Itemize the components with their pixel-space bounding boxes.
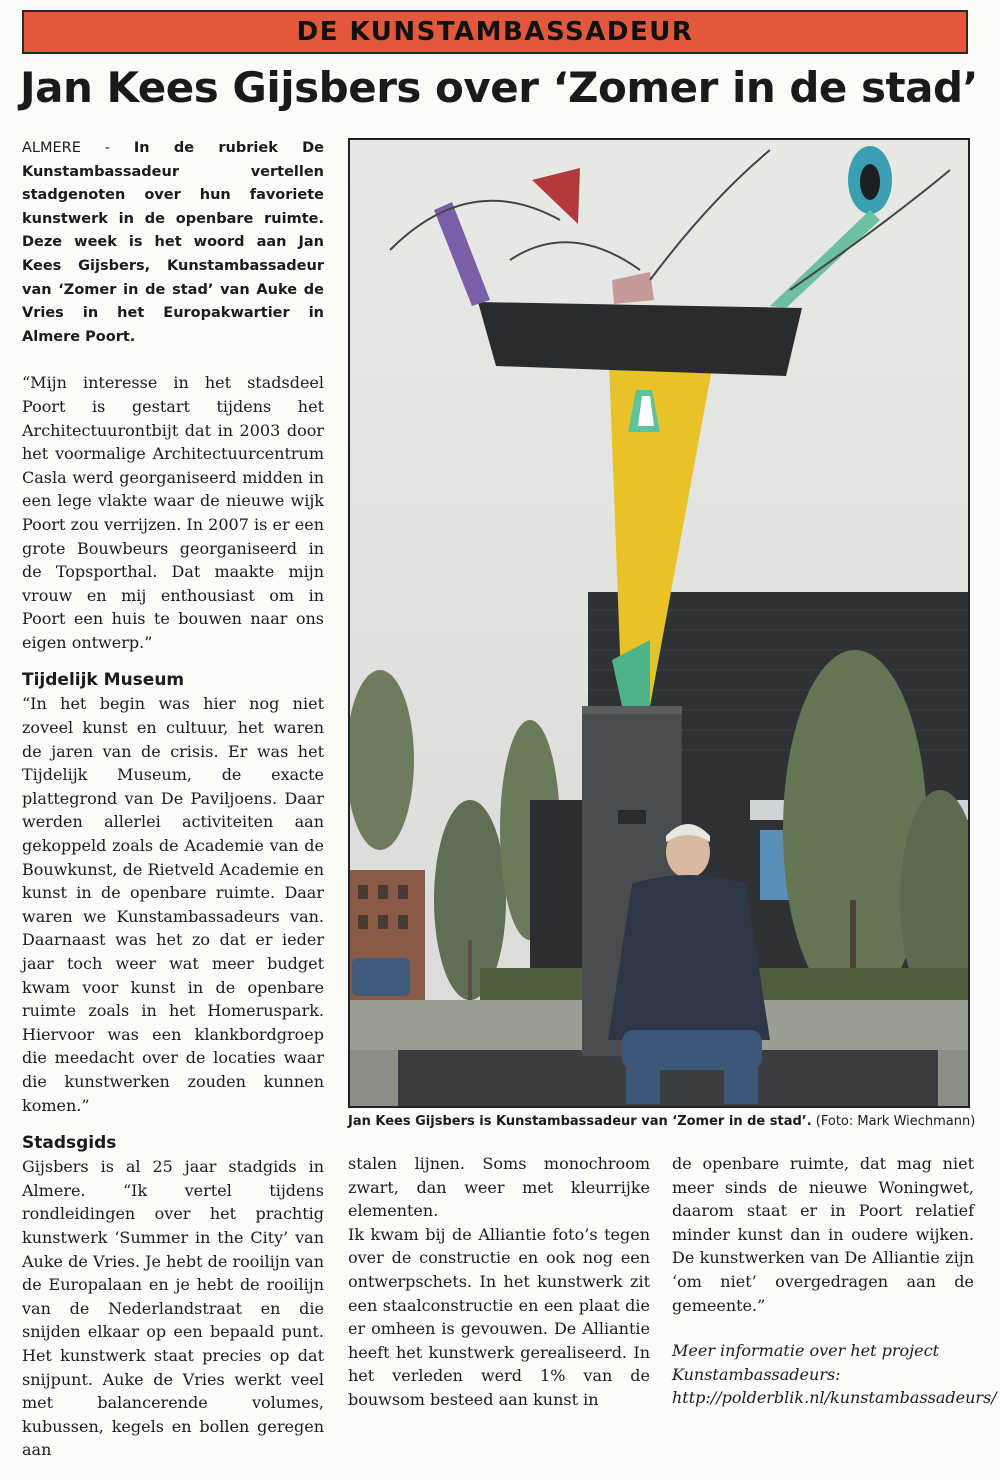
paragraph-3: Gijsbers is al 25 jaar stadgids in Almere. “Ik vertel tijdens rondleidingen over het prachtig kunstwerk ‘Summer in the City’ van Auke de Vries. Je hebt de rooilijn van de Europalaan en je hebt de rooilijn van de Nederlandstraat en die snijden elkaar op een bepaald punt. Het kunstwerk staat precies op dat snijpunt. Auke de Vries werkt veel met balancerende volumes, kubussen, kegels en bollen geregen aan	[22, 1157, 324, 1460]
section-banner-label: DE KUNSTAMBASSADEUR	[296, 17, 694, 47]
article-column-1	[22, 137, 324, 1462]
article-lead	[22, 137, 324, 349]
subheading-tijdelijk-museum: Tijdelijk Museum	[22, 670, 185, 691]
paragraph-6: de openbare ruimte, dat mag niet meer sinds de nieuwe Woningwet, daarom staat er in Poort relatief minder kunst dan in oudere wijken. De kunstwerken van De Alliantie zijn ‘om niet’ overgedragen aan de gemeente.”	[672, 1154, 974, 1315]
lead-text: In de rubriek De Kunstambassadeur vertellen stadgenoten over hun favoriete kunstwerk in de openbare ruimte. Deze week is het woord aan Jan Kees Gijsbers, Kunstambassadeur van ‘Zomer in de stad’ van Auke de Vries in het Europakwartier in Almere Poort.	[22, 140, 324, 345]
subheading-stadsgids: Stadsgids	[22, 1133, 117, 1154]
paragraph-2: “In het begin was hier nog niet zoveel kunst en cultuur, het waren de jaren van de crisis. Er was het Tijdelijk Museum, de exacte plattegrond van De Paviljoens. Daar werden allerlei activiteiten aan gekoppeld zoals de Academie van de Bouwkunst, de Rietveld Academie en kunst in de openbare ruimte. Daar waren we Kunstambassadeurs van. Daarnaast was het zo dat er ieder jaar toch weer wat meer budget kwam voor kunst in de openbare ruimte zoals in het Homeruspark. Hiervoor was een klankbordgroep die meedacht over de locaties waar die kunstwerken zouden kunnen komen.”	[22, 694, 324, 1115]
photo-caption	[348, 1112, 976, 1132]
caption-text: Jan Kees Gijsbers is Kunstambassadeur van ‘Zomer in de stad’.	[348, 1114, 812, 1129]
paragraph-1: “Mijn interesse in het stadsdeel Poort is gestart tijdens het Architectuurontbijt dat in 2003 door het voormalige Architectuurcentrum Casla werd georganiseerd midden in een lege vlakte waar de nieuwe wijk Poort zou verrijzen. In 2007 is er een grote Bouwbeurs georganiseerd in de Topsporthal. Dat maakte mijn vrouw en mij enthousiast om in Poort een huis te bouwen naar ons eigen ontwerp.”	[22, 373, 324, 652]
article-headline: Jan Kees Gijsbers over ‘Zomer in de stad’	[20, 63, 978, 112]
article-column-3	[672, 1152, 997, 1410]
dateline: ALMERE -	[22, 140, 134, 156]
sculpture-photo-illustration	[350, 140, 968, 1106]
article-photo	[348, 138, 970, 1108]
paragraph-5: Ik kwam bij de Alliantie foto’s tegen over de constructie en ook nog een ontwerpschets. In het kunstwerk zit een staalconstructie en een plaat die er omheen is gevouwen. De Alliantie heeft het kunstwerk gerealiseerd. In het verleden werd 1% van de bouwsom besteed aan kunst in	[348, 1224, 650, 1409]
photo-credit: (Foto: Mark Wiechmann)	[811, 1114, 976, 1129]
more-info-note: Meer informatie over het project Kunstambassadeurs: http://polderblik.nl/kunstambassadeurs/	[672, 1341, 997, 1408]
section-banner	[22, 10, 968, 54]
article-column-2	[348, 1152, 650, 1412]
paragraph-4: stalen lijnen. Soms monochroom zwart, dan weer met kleurrijke elementen.	[348, 1154, 650, 1221]
